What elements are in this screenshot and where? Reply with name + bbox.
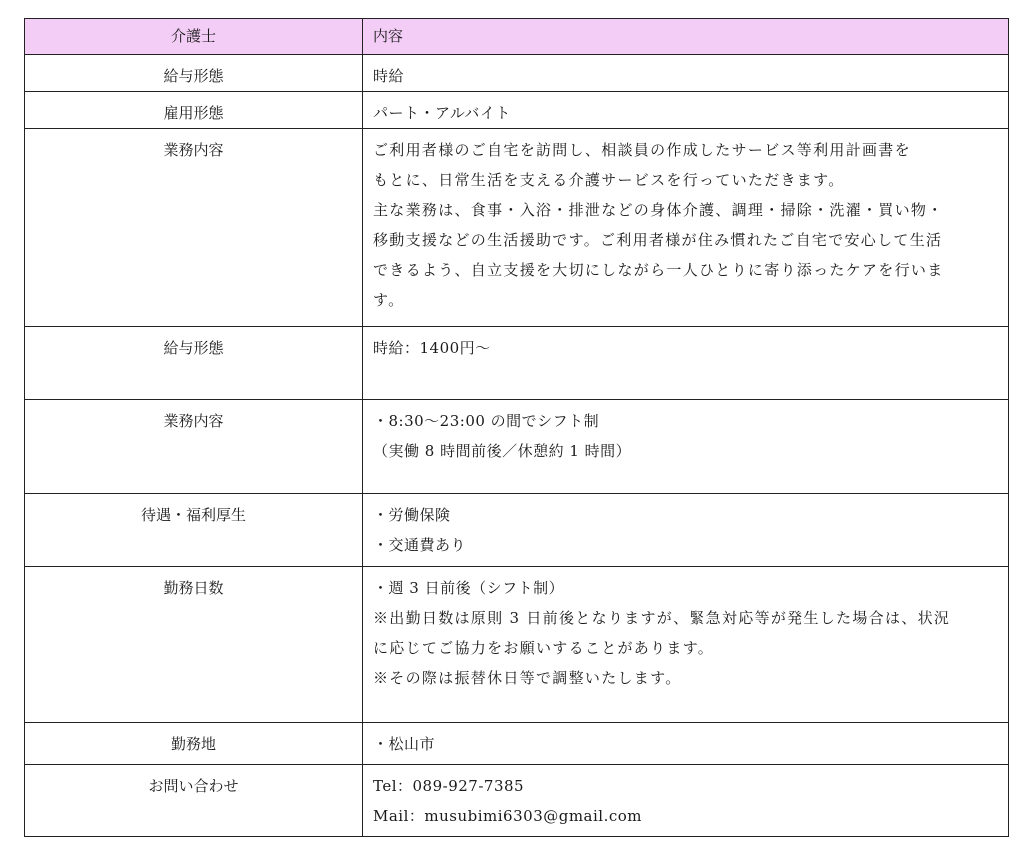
row-label: 給与形態 [25, 327, 363, 400]
table-row-location [25, 723, 1009, 765]
row-content [363, 723, 1009, 765]
table-row-contact [25, 765, 1009, 837]
row-label: 待遇・福利厚生 [25, 494, 363, 567]
row-content [363, 494, 1009, 567]
row-content [363, 92, 1009, 129]
content-line: ・松山市 [373, 735, 436, 753]
content-line: パート・アルバイト [373, 104, 511, 122]
table-row-job-description [25, 129, 1009, 327]
row-content [363, 400, 1009, 494]
content-line: ・週 3 日前後（シフト制） [373, 579, 565, 597]
row-label: 勤務日数 [25, 567, 363, 723]
content-line: できるよう、自立支援を大切にしながら一人ひとりに寄り添ったケアを行いま [373, 261, 944, 279]
row-content [363, 55, 1009, 92]
content-line: 時給：1400円～ [373, 339, 491, 357]
content-line: ・8:30～23:00 の間でシフト制 [373, 412, 600, 430]
table-header-row [25, 19, 1009, 55]
table-row-work-days [25, 567, 1009, 723]
content-line: （実働 8 時間前後／休憩約 1 時間） [373, 442, 632, 460]
row-label: 業務内容 [25, 129, 363, 327]
row-content [363, 765, 1009, 837]
table-row-benefits [25, 494, 1009, 567]
table-row-work-hours [25, 400, 1009, 494]
row-label: 雇用形態 [25, 92, 363, 129]
content-line: ※その際は振替休日等で調整いたします。 [373, 669, 682, 687]
table-row-employment-type [25, 92, 1009, 129]
header-label-cell: 介護士 [25, 19, 363, 55]
content-line: 移動支援などの生活援助です。ご利用者様が住み慣れたご自宅で安心して生活 [373, 231, 943, 249]
content-line: に応じてご協力をお願いすることがあります。 [373, 639, 715, 657]
content-line: ・交通費あり [373, 536, 467, 554]
content-line: もとに、日常生活を支える介護サービスを行っていただきます。 [373, 171, 845, 189]
row-label: お問い合わせ [25, 765, 363, 837]
content-line: ・労働保険 [373, 506, 451, 524]
header-content-cell: 内容 [363, 19, 1009, 55]
table-row-pay-type [25, 55, 1009, 92]
content-line: す。 [373, 291, 405, 309]
content-line: ご利用者様のご自宅を訪問し、相談員の作成したサービス等利用計画書を [373, 141, 911, 159]
content-line: ※出勤日数は原則 3 日前後となりますが、緊急対応等が発生した場合は、状況 [373, 609, 951, 627]
row-label: 業務内容 [25, 400, 363, 494]
table-row-pay-rate [25, 327, 1009, 400]
row-content [363, 327, 1009, 400]
row-label: 勤務地 [25, 723, 363, 765]
job-info-table [24, 18, 1009, 837]
row-label: 給与形態 [25, 55, 363, 92]
content-line: 主な業務は、食事・入浴・排泄などの身体介護、調理・掃除・洗濯・買い物・ [373, 201, 944, 219]
contact-phone: Tel：089-927-7385 [373, 777, 525, 795]
contact-email: Mail：musubimi6303@gmail.com [373, 807, 643, 825]
row-content [363, 129, 1009, 327]
content-line: 時給 [373, 67, 405, 85]
row-content [363, 567, 1009, 723]
